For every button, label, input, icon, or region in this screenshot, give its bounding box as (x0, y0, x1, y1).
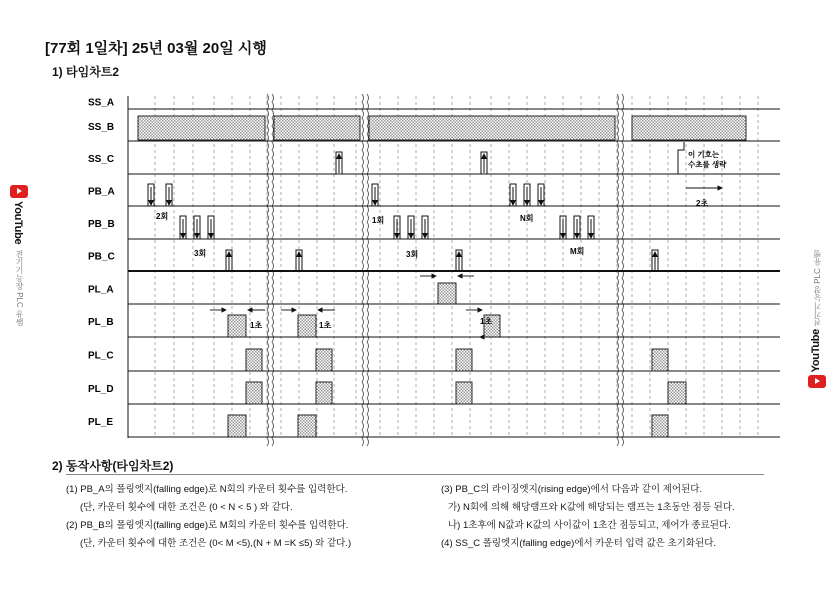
rule-3-a: 가) N회에 의해 해당램프와 K값에 해당되는 램프는 1초동안 점등 된다. (448, 502, 735, 513)
label-one-sec-2: 1초 (319, 321, 332, 330)
rule-1-condition: (단, 카운터 횟수에 대한 조건은 (0 < N < 5 ) 와 같다. (80, 502, 293, 513)
signal-label-pl-d: PL_D (88, 384, 114, 395)
rule-3: (3) PB_C의 라이징엣지(rising edge)에서 다음과 같이 제어된다. (441, 484, 703, 495)
watermark-channel-right: 전기기능장 PLC 유쌤 (813, 250, 822, 327)
rule-4: (4) SS_C 폴링엣지(falling edge)에서 카운터 입력 값은 초기화된다. (441, 538, 717, 549)
label-three-times-2: 3회 (406, 250, 419, 259)
section-divider (66, 474, 764, 475)
signal-label-pb-a: PB_A (88, 186, 115, 198)
label-three-times: 3회 (194, 249, 207, 258)
signal-label-pb-b: PB_B (88, 219, 115, 230)
label-omit-note-1: 이 기호는 (688, 150, 720, 159)
ss-c-falling (678, 142, 684, 174)
watermark-channel: 전기기능장 PLC 유쌤 (15, 250, 24, 327)
pl-c-on-3 (456, 349, 472, 371)
pl-e-on-1 (228, 415, 246, 437)
signal-label-ss-c: SS_C (88, 154, 115, 165)
rule-1: (1) PB_A의 폴링엣지(falling edge)로 N회의 카운터 횟수를 입력한다. (66, 484, 348, 495)
pl-c-on-1 (246, 349, 262, 371)
signal-label-pl-c: PL_C (88, 350, 114, 362)
pl-c-on-4 (652, 349, 668, 371)
section2-heading: 2) 동작사항(타임차트2) (52, 459, 174, 473)
ss-b-on-3 (369, 116, 615, 140)
signal-label-ss-a: SS_A (88, 97, 115, 109)
rule-2: (2) PB_B의 폴링엣지(falling edge)로 M회의 카운터 횟수를 입력한다. (66, 520, 349, 531)
pl-c-on-2 (316, 349, 332, 371)
watermark-brand-right: YouTube (810, 329, 822, 373)
pl-b-on-2 (298, 315, 316, 337)
rule-2-condition: (단, 카운터 횟수에 대한 조건은 (0< M <5),(N + M =K ≤5) 와 같다.) (80, 538, 352, 549)
pl-d-on-2 (316, 382, 332, 404)
pl-e-on-2 (298, 415, 316, 437)
pl-e-on-3 (652, 415, 668, 437)
signal-label-pl-b: PL_B (88, 317, 114, 328)
signal-label-pl-e: PL_E (88, 417, 114, 428)
pl-b-on-1 (228, 315, 246, 337)
pl-d-on-1 (246, 382, 262, 404)
signal-label-pb-c: PB_C (88, 251, 115, 263)
watermark-brand: YouTube (12, 201, 24, 245)
pl-d-on-3 (456, 382, 472, 404)
page-title: [77회 1일차] 25년 03월 20일 시행 (45, 40, 267, 57)
label-two-times: 2회 (156, 212, 169, 221)
label-n-times: N회 (520, 214, 534, 223)
signal-label-pl-a: PL_A (88, 284, 114, 296)
signal-label-ss-b: SS_B (88, 122, 115, 133)
rule-3-b: 나) 1초후에 N값과 K값의 사이값이 1초간 점등되고, 제어가 종료된다. (448, 520, 731, 531)
label-m-times: M회 (570, 247, 585, 256)
label-one-sec-3: 1초 (480, 317, 493, 326)
ss-b-on-2 (274, 116, 360, 140)
chart-subtitle: 1) 타임차트2 (52, 65, 120, 79)
label-one-time: 1회 (372, 216, 385, 225)
label-omit-note-2: 수초를 생략 (688, 160, 727, 169)
ss-b-on-4 (632, 116, 746, 140)
ss-b-on-1 (138, 116, 265, 140)
pl-a-on (438, 283, 456, 304)
pl-d-on-4 (668, 382, 686, 404)
label-two-sec: 2초 (696, 199, 709, 208)
label-one-sec-1: 1초 (250, 321, 263, 330)
